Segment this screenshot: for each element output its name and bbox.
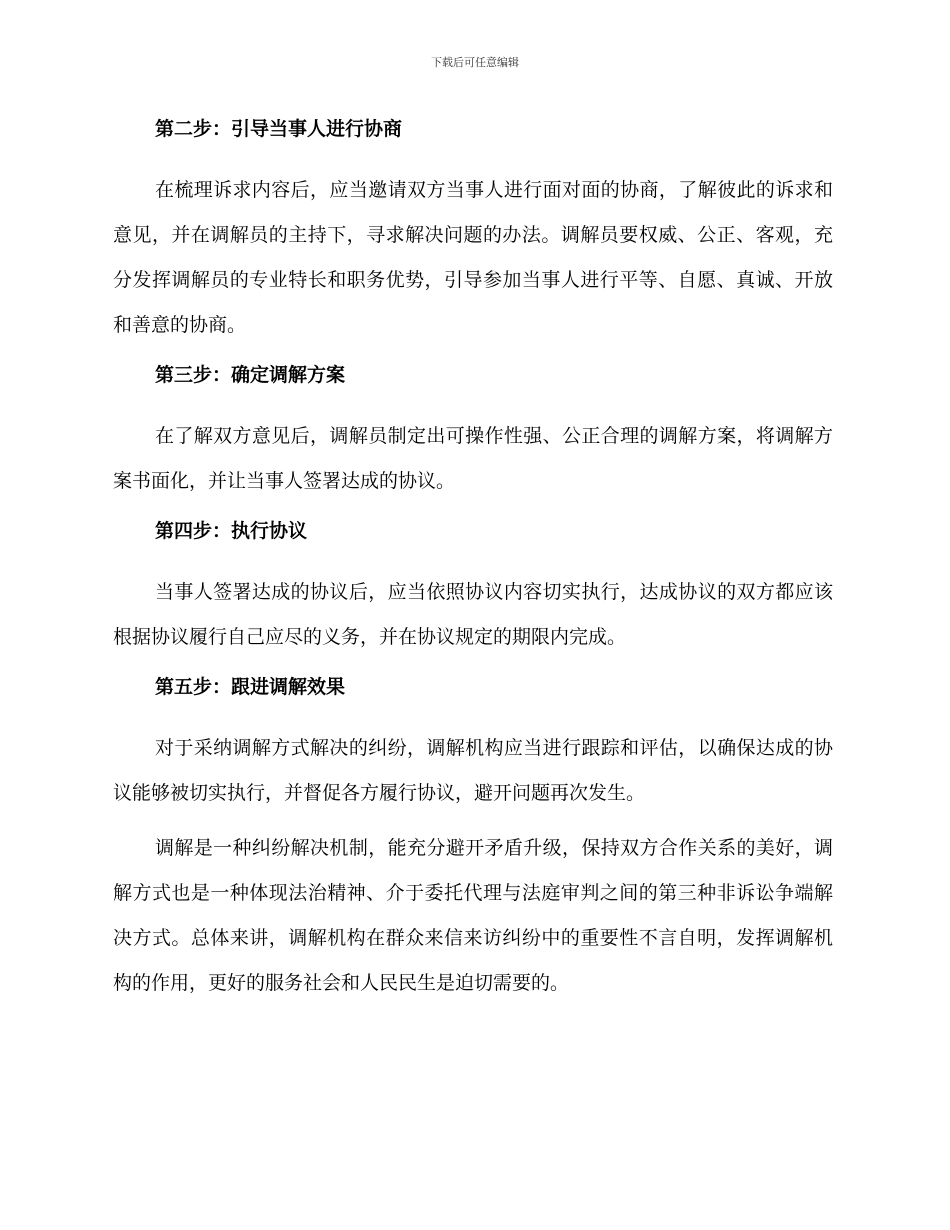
conclusion-paragraph: 调解是一种纠纷解决机制，能充分避开矛盾升级，保持双方合作关系的美好，调解方式也是一种体现法治精神、介于委托代理与法庭审判之间的第三种非诉讼争端解决方式。总体来讲，调解机构在群众来信来访纠纷中的重要性不言自明，发挥调解机构的作用，更好的服务社会和人民民生是迫切需要的。: [113, 837, 833, 994]
section-paragraph: 在了解双方意见后，调解员制定出可操作性强、公正合理的调解方案，将调解方案书面化，并让当事人签署达成的协议。: [113, 425, 833, 492]
section-heading: 第四步：执行协议: [155, 520, 308, 542]
section-step-3: [113, 358, 833, 504]
section-heading: 第五步：跟进调解效果: [155, 676, 346, 698]
section-step-5: [113, 670, 833, 816]
section-heading: 第三步：确定调解方案: [155, 364, 346, 386]
document-body: [113, 112, 833, 1006]
section-heading: 第二步：引导当事人进行协商: [155, 118, 403, 140]
section-step-2: [113, 112, 833, 348]
page-header: 下载后可任意编辑: [431, 56, 519, 69]
section-paragraph: 在梳理诉求内容后，应当邀请双方当事人进行面对面的协商，了解彼此的诉求和意见，并在调解员的主持下，寻求解决问题的办法。调解员要权威、公正、客观，充分发挥调解员的专业特长和职务优势，引导参加当事人进行平等、自愿、真诚、开放和善意的协商。: [113, 179, 833, 336]
section-step-4: [113, 514, 833, 660]
section-paragraph: 当事人签署达成的协议后，应当依照协议内容切实执行，达成协议的双方都应该根据协议履行自己应尽的义务，并在协议规定的期限内完成。: [113, 581, 833, 648]
section-paragraph: 对于采纳调解方式解决的纠纷，调解机构应当进行跟踪和评估，以确保达成的协议能够被切实执行，并督促各方履行协议，避开问题再次发生。: [113, 737, 833, 804]
